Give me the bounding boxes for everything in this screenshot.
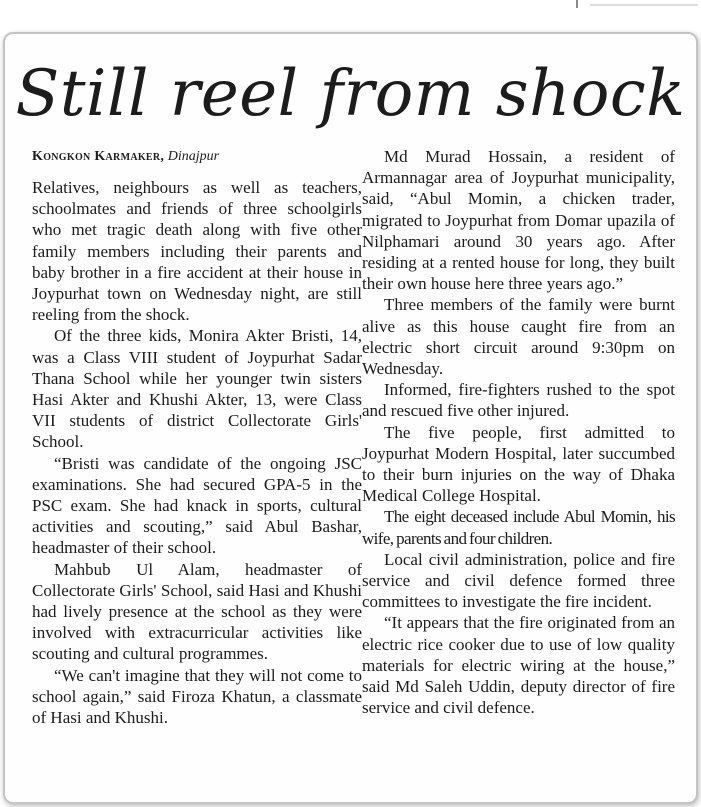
paragraph: Md Murad Hossain, a resident of Armannagar area of Joypurhat municipality, said, “Abul Momin, a chicken trader, migrated to Joypurhat from Domar upazila of Nilphamari around 30 years ago. After residing at a rented house for long, they built their own house here three years ago.” [362, 147, 675, 294]
column-right [362, 146, 675, 718]
paragraph: Informed, fire-fighters rushed to the spot and rescued five other injured. [362, 380, 675, 421]
page-top-strip [0, 0, 701, 30]
paragraph: Local civil administration, police and fire service and civil defence formed three committees to investigate the fire incident. [362, 549, 675, 612]
column-left [32, 148, 362, 728]
byline-author: Kongkon Karmaker, [32, 149, 165, 164]
paragraph: Of the three kids, Monira Akter Bristi, 14, was a Class VIII student of Joypurhat Sadar Thana School while her younger twin sisters Hasi Akter and Khushi Akter, 13, were Class VII students of district Collectorate Girls' School. [32, 326, 362, 452]
paragraph: Three members of the family were burnt alive as this house caught fire from an electric short circuit around 9:30pm on Wednesday. [362, 295, 675, 379]
page-top-rule [590, 4, 698, 6]
paragraph: “Bristi was candidate of the ongoing JSC examinations. She had secured GPA-5 in the PSC exam. She had knack in sports, cultural activities and scouting,” said Abul Bashar, headmaster of their school. [32, 453, 362, 558]
paragraph: Relatives, neighbours as well as teachers, schoolmates and friends of three schoolgirls who met tragic death along with five other family members including their parents and baby brother in a fire accident at their house in Joypurhat town on Wednesday night, are still reeling from the shock. [32, 178, 362, 325]
headline: Still reel from shock [15, 57, 686, 131]
byline [32, 148, 362, 166]
byline-location: Dinajpur [167, 149, 220, 164]
news-clipping [3, 32, 698, 804]
paragraph: “It appears that the fire originated from an electric rice cooker due to use of low quality materials for electric wiring at the house,” said Md Saleh Uddin, deputy director of fire service and civil defence. [362, 613, 675, 718]
paragraph: The five people, first admitted to Joypurhat Modern Hospital, later succumbed to their burn injuries on the way of Dhaka Medical College Hospital. [362, 422, 675, 506]
paragraph: The eight deceased include Abul Momin, his wife, parents and four children. [362, 507, 675, 548]
paragraph: Mahbub Ul Alam, headmaster of Collectorate Girls' School, said Hasi and Khushi had lively presence at the school as they were involved with extracurricular activities like scouting and cultural programmes. [32, 559, 362, 664]
paragraph: “We can't imagine that they will not come to school again,” said Firoza Khatun, a classmate of Hasi and Khushi. [32, 665, 362, 728]
page-top-tick [576, 0, 578, 8]
